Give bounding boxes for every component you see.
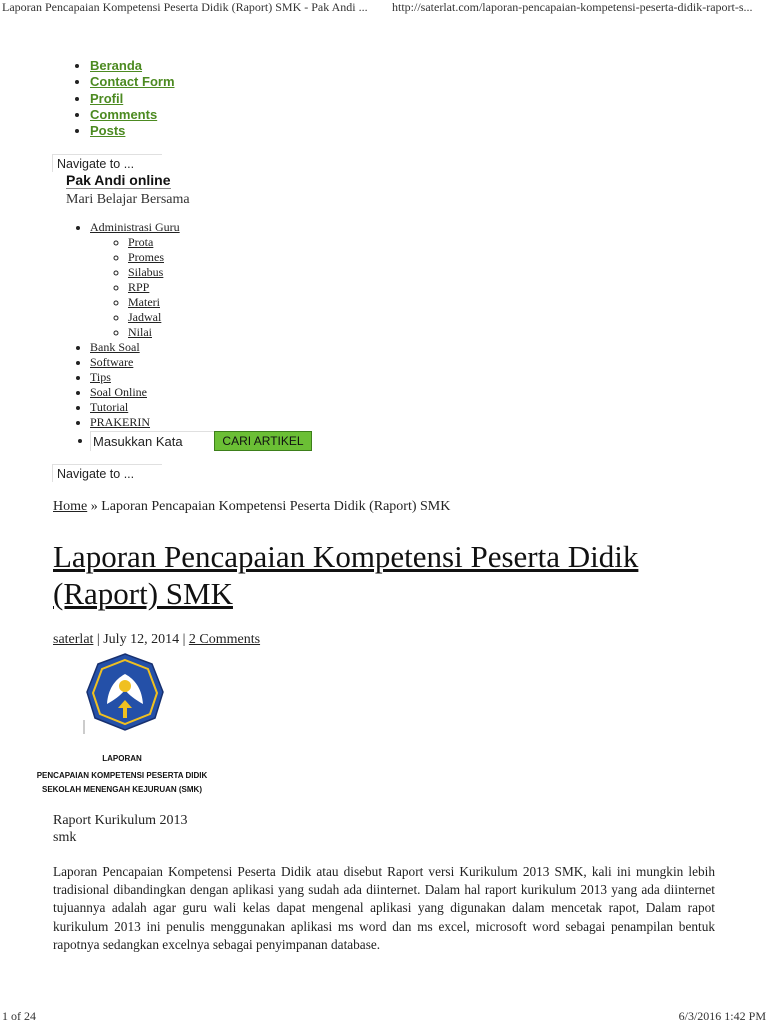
top-nav-link-contact-form[interactable]: Contact Form — [90, 74, 175, 90]
main-nav-item — [90, 370, 180, 385]
site-description: Mari Belajar Bersama — [66, 192, 190, 207]
main-nav-link-software[interactable]: Software — [90, 355, 134, 369]
post-body: Laporan Pencapaian Kompetensi Peserta Didik atau disebut Raport versi Kurikulum 2013 SMK, kali ini mungkin lebih tradisional dibandingkan dengan aplikasi yang sudah ada diinternet. Dalam hal raport kurikulum 2013 yang ada diinternet tujuannya adalah agar guru wali kelas dapat mengenal aplikasi yang digunakan dalam mencetak rapot, Dalam rapot kurikulum 2013 ini penulis menggunakan aplikasi ms word dan ms excel, microsoft word sebagai penampilan bentuk rapotnya sedangkan excelnya sebagai penyimpanan database. — [53, 864, 715, 952]
main-nav-link-tips[interactable]: Tips — [90, 370, 111, 384]
main-nav — [72, 220, 180, 430]
top-nav-link-comments[interactable]: Comments — [90, 106, 158, 122]
top-nav-link-beranda[interactable]: Beranda — [90, 58, 143, 73]
post-author-link[interactable]: saterlat — [53, 632, 94, 647]
print-footer-page: 1 of 24 — [2, 1009, 36, 1023]
main-nav-item — [90, 340, 180, 355]
image-text-line: PENCAPAIAN KOMPETENSI PESERTA DIDIK — [36, 771, 208, 780]
top-nav-item — [90, 58, 175, 74]
submenu-item — [128, 295, 180, 310]
image-text-line: SEKOLAH MENENGAH KEJURUAN (SMK) — [41, 785, 202, 794]
top-nav-item — [90, 123, 175, 139]
submenu-link-materi[interactable]: Materi — [128, 295, 160, 309]
submenu-link-jadwal[interactable]: Jadwal — [128, 310, 162, 324]
submenu-item — [128, 265, 180, 280]
breadcrumb-home-link[interactable]: Home — [53, 499, 88, 514]
search-form — [78, 431, 312, 451]
main-nav-link-soal-online[interactable]: Soal Online — [90, 385, 147, 399]
top-nav-item — [90, 107, 175, 123]
top-nav-item — [90, 74, 175, 90]
post-title[interactable]: Laporan Pencapaian Kompetensi Peserta Didik (Raport) SMK — [53, 539, 639, 611]
main-nav-link-administrasi-guru[interactable]: Administrasi Guru — [90, 220, 180, 234]
main-nav-item — [90, 400, 180, 415]
search-input[interactable] — [90, 431, 214, 451]
breadcrumb-separator: » — [87, 499, 102, 514]
site-title[interactable]: Pak Andi online — [66, 172, 171, 188]
submenu-link-rpp[interactable]: RPP — [128, 280, 150, 294]
submenu-item — [128, 310, 180, 325]
main-nav-link-prakerin[interactable]: PRAKERIN — [90, 415, 151, 429]
top-nav-link-profil[interactable]: Profil — [90, 90, 124, 106]
submenu-item — [128, 235, 180, 250]
main-nav-link-tutorial[interactable]: Tutorial — [90, 400, 129, 414]
post-meta: saterlat | July 12, 2014 | 2 Comments — [53, 632, 261, 647]
submenu-item — [128, 250, 180, 265]
main-nav-item — [90, 385, 180, 400]
post-comments-link[interactable]: 2 Comments — [188, 632, 261, 647]
print-header-url: http://saterlat.com/laporan-pencapaian-kompetensi-peserta-didik-raport-s... — [392, 0, 753, 14]
navigate-select-top[interactable]: Navigate to ... — [52, 154, 162, 172]
post-date: July 12, 2014 — [103, 632, 180, 647]
submenu-link-prota[interactable]: Prota — [128, 235, 154, 249]
top-nav-item — [90, 91, 175, 107]
main-nav-link-bank-soal[interactable]: Bank Soal — [90, 340, 140, 354]
post-image — [36, 650, 208, 800]
print-footer-datetime: 6/3/2016 1:42 PM — [678, 1009, 766, 1023]
image-caption: Raport Kurikulum 2013 smk — [53, 813, 188, 845]
main-nav-item — [90, 220, 180, 340]
navigate-select-bottom[interactable]: Navigate to ... — [52, 464, 162, 482]
submenu-item — [128, 280, 180, 295]
submenu-administrasi-guru — [90, 235, 180, 340]
main-nav-item — [90, 415, 180, 430]
print-header-title: Laporan Pencapaian Kompetensi Peserta Didik (Raport) SMK - Pak Andi ... — [2, 0, 368, 14]
search-bullet — [78, 439, 82, 443]
search-button[interactable]: CARI ARTIKEL — [214, 431, 312, 451]
submenu-item — [128, 325, 180, 340]
breadcrumb-current: Laporan Pencapaian Kompetensi Peserta Didik (Raport) SMK — [101, 499, 451, 514]
breadcrumb — [53, 499, 450, 515]
main-nav-item — [90, 355, 180, 370]
submenu-link-silabus[interactable]: Silabus — [128, 265, 164, 279]
image-text-line: LAPORAN — [102, 754, 142, 763]
submenu-link-promes[interactable]: Promes — [128, 250, 164, 264]
top-nav-link-posts[interactable]: Posts — [90, 123, 126, 139]
top-nav — [72, 58, 175, 139]
submenu-link-nilai[interactable]: Nilai — [128, 325, 152, 339]
